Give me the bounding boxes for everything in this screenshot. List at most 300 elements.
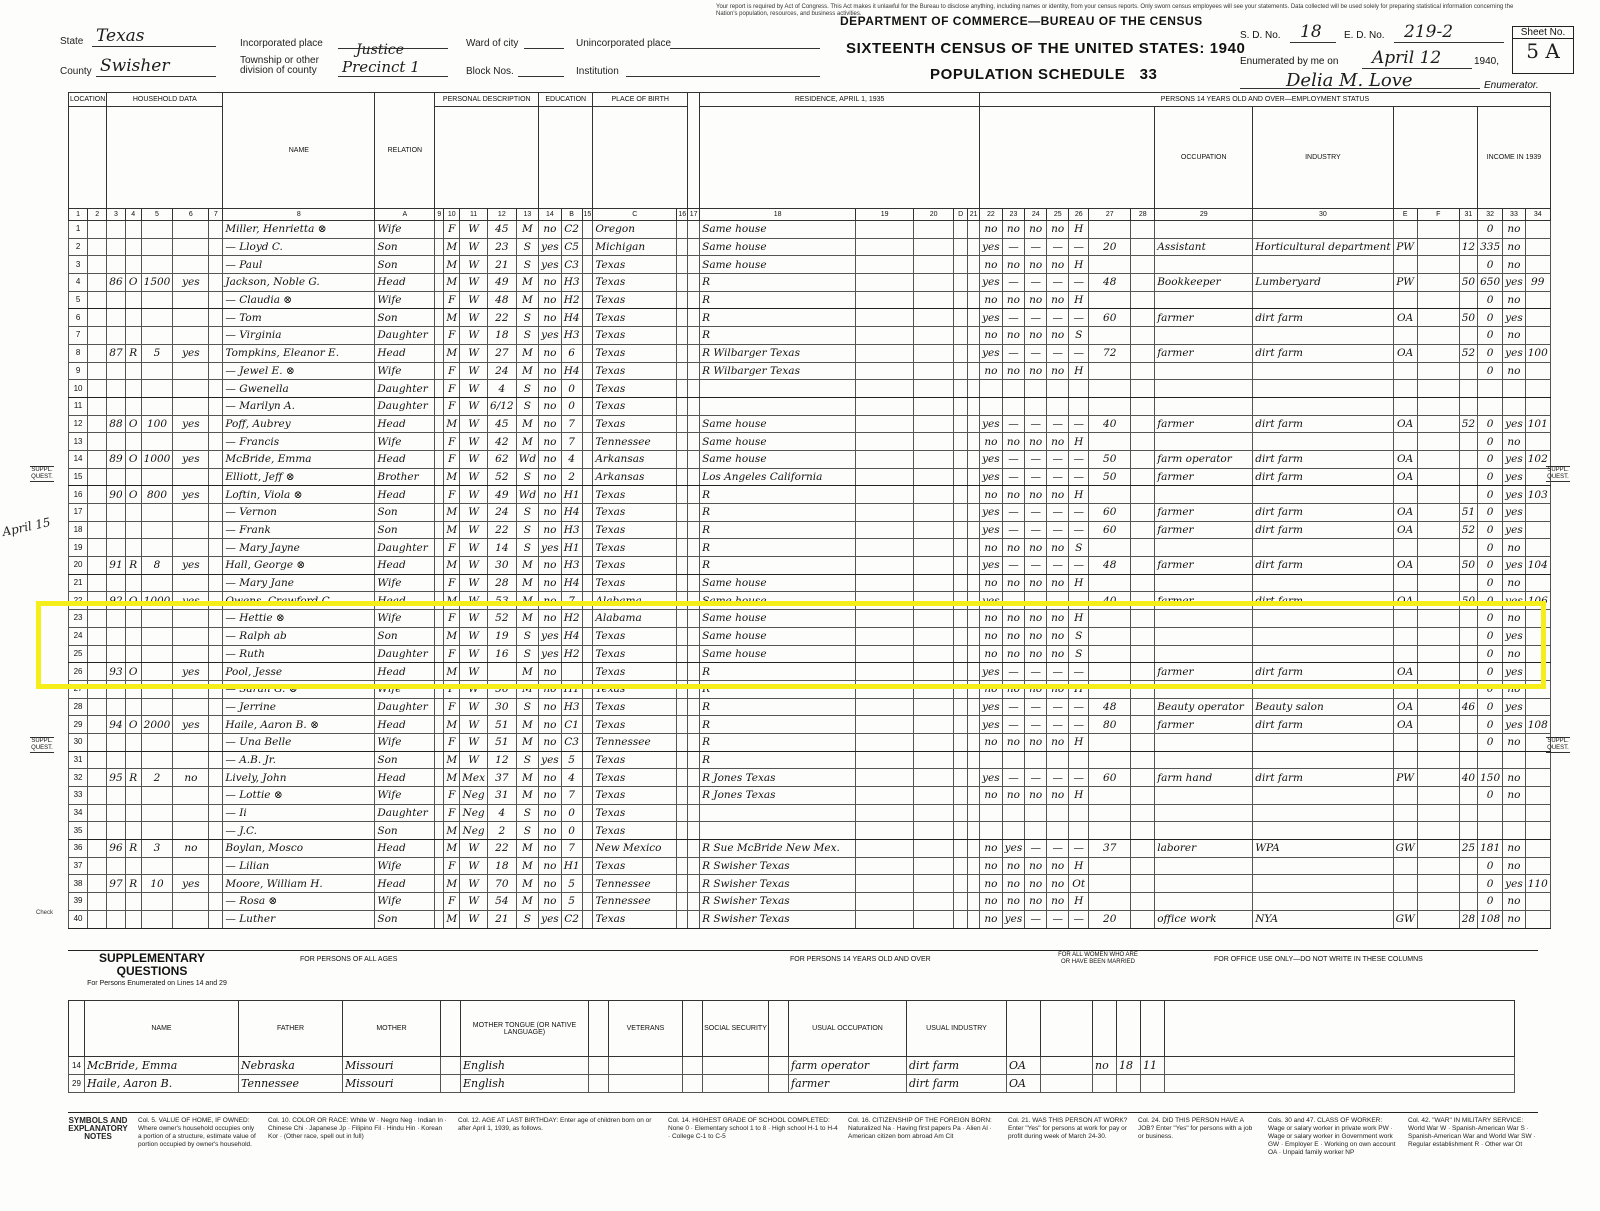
cell-sex: F	[444, 610, 460, 628]
cell-ind: dirt farm	[1253, 663, 1393, 681]
institution-label: Institution	[576, 66, 619, 77]
cell-blank	[677, 698, 688, 716]
cell-birth: New Mexico	[593, 840, 677, 858]
cell-blank	[582, 274, 593, 292]
cell-cls	[1393, 397, 1417, 415]
cell-farmsch: 106	[1525, 592, 1550, 610]
cell-farm	[173, 698, 209, 716]
cell-act: S	[1069, 627, 1089, 645]
cell-blank	[914, 274, 954, 292]
cell-blank	[88, 539, 107, 557]
cell-birth: Texas	[593, 627, 677, 645]
cell-house: 97	[107, 875, 125, 893]
cell-name: — Virginia	[223, 327, 375, 345]
cell-pub: no	[1025, 539, 1047, 557]
cell-occ	[1155, 486, 1253, 504]
cell-farm	[173, 238, 209, 256]
cell-blank	[582, 539, 593, 557]
cell-blank	[954, 450, 968, 468]
cell-school: no	[539, 716, 562, 734]
cell-hours	[1089, 857, 1131, 875]
cell-work: no	[980, 787, 1003, 805]
cell-farmsch	[1525, 521, 1550, 539]
cell-blank	[1131, 716, 1155, 734]
cell-house	[107, 380, 125, 398]
table-row	[69, 344, 1551, 362]
cell-blank	[856, 504, 914, 522]
cell-age: 24	[488, 504, 517, 522]
cell-res: Same house	[700, 610, 856, 628]
cell-blank	[209, 291, 223, 309]
cell-weeks: 50	[1459, 309, 1477, 327]
cell-blank	[1417, 450, 1459, 468]
cell-sex: M	[444, 344, 460, 362]
supp-cell-tongue: English	[461, 1057, 589, 1075]
cell-act: —	[1069, 557, 1089, 575]
cell-other	[1503, 397, 1526, 415]
cell-other: yes	[1503, 344, 1526, 362]
cell-grade: H4	[561, 309, 582, 327]
cell-farm	[173, 309, 209, 327]
cell-blank	[88, 716, 107, 734]
column-number: 10	[444, 209, 460, 221]
cell-house	[107, 468, 125, 486]
cell-blank	[688, 840, 700, 858]
cell-blank	[914, 893, 954, 911]
cell-farm	[173, 893, 209, 911]
cell-ind	[1253, 733, 1393, 751]
cell-seek: no	[1002, 627, 1025, 645]
cell-grade: H3	[561, 557, 582, 575]
cell-wages: 0	[1478, 893, 1503, 911]
cell-blank	[914, 309, 954, 327]
cell-work: yes	[980, 274, 1003, 292]
township-value-1: Justice	[356, 42, 405, 58]
cell-hours: 60	[1089, 504, 1131, 522]
cell-birth: Tennessee	[593, 893, 677, 911]
cell-value	[141, 539, 173, 557]
supp-code-k	[1041, 1001, 1093, 1057]
cell-seek: no	[1002, 645, 1025, 663]
cell-pub: no	[1025, 645, 1047, 663]
cell-act: —	[1069, 274, 1089, 292]
cell-name: Hall, George ⊗	[223, 557, 375, 575]
cell-ind: dirt farm	[1253, 504, 1393, 522]
cell-act: —	[1069, 309, 1089, 327]
cell-relation: Wife	[375, 857, 435, 875]
cell-value	[141, 327, 173, 345]
cell-seek: no	[1002, 486, 1025, 504]
cell-weeks	[1459, 362, 1477, 380]
cell-job: —	[1047, 309, 1069, 327]
cell-school: no	[539, 857, 562, 875]
cell-grade: 0	[561, 822, 582, 840]
supp-cell-mother: Missouri	[343, 1057, 441, 1075]
cell-sex: M	[444, 769, 460, 787]
cell-blank	[968, 521, 980, 539]
cell-birth: Texas	[593, 521, 677, 539]
cell-ind: dirt farm	[1253, 309, 1393, 327]
footer-col14: Col. 14. HIGHEST GRADE OF SCHOOL COMPLETED: None 0 · Elementary school 1 to 8 · High school H-1 to H-4 · College C-1 to C-5	[668, 1117, 838, 1140]
cell-blank	[677, 539, 688, 557]
cell-owned	[125, 309, 141, 327]
cell-race: W	[460, 256, 488, 274]
cell-house	[107, 238, 125, 256]
cell-house	[107, 433, 125, 451]
cell-blank	[1417, 362, 1459, 380]
cell-relation: Son	[375, 627, 435, 645]
cell-blank	[677, 344, 688, 362]
cell-hours	[1089, 221, 1131, 239]
cell-line: 28	[69, 698, 88, 716]
cell-race: W	[460, 221, 488, 239]
cell-blank	[856, 450, 914, 468]
column-number: 33	[1503, 209, 1526, 221]
cell-res	[700, 822, 856, 840]
cell-ind	[1253, 397, 1393, 415]
cell-act: H	[1069, 221, 1089, 239]
cell-job: no	[1047, 627, 1069, 645]
cell-line: 14	[69, 450, 88, 468]
footer-col42: Col. 42. "WAR" IN MILITARY SERVICE: World War W · Spanish-American War S · Spanish-American War and World War SW · Regular establishment R · Other war Ot	[1408, 1117, 1536, 1148]
cell-blank	[88, 221, 107, 239]
cell-blank	[856, 521, 914, 539]
cell-hours: 40	[1089, 415, 1131, 433]
cell-act: H	[1069, 362, 1089, 380]
cell-other: yes	[1503, 698, 1526, 716]
cell-age: 2	[488, 822, 517, 840]
cell-marital: M	[516, 787, 539, 805]
cell-race: W	[460, 910, 488, 928]
cell-relation: Son	[375, 256, 435, 274]
cell-wages: 0	[1478, 733, 1503, 751]
cell-ind	[1253, 256, 1393, 274]
group-employment: PERSONS 14 YEARS OLD AND OVER—EMPLOYMENT STATUS	[980, 93, 1551, 107]
cell-blank	[968, 698, 980, 716]
cell-sex: F	[444, 733, 460, 751]
cell-job: —	[1047, 840, 1069, 858]
cell-grade: 6	[561, 344, 582, 362]
table-row	[69, 574, 1551, 592]
cell-blank	[677, 238, 688, 256]
cell-birth: Oregon	[593, 221, 677, 239]
table-row	[69, 450, 1551, 468]
column-number: 16	[677, 209, 688, 221]
cell-name: Jackson, Noble G.	[223, 274, 375, 292]
cell-relation: Head	[375, 875, 435, 893]
cell-school: no	[539, 380, 562, 398]
cell-pub: —	[1025, 716, 1047, 734]
cell-res: R	[700, 539, 856, 557]
cell-res: R Swisher Texas	[700, 857, 856, 875]
cell-blank	[1131, 238, 1155, 256]
cell-ind	[1253, 380, 1393, 398]
cell-sex: M	[444, 910, 460, 928]
cell-farmsch	[1525, 433, 1550, 451]
cell-work	[980, 380, 1003, 398]
table-row	[69, 733, 1551, 751]
table-row	[69, 769, 1551, 787]
cell-value	[141, 362, 173, 380]
cell-occ	[1155, 433, 1253, 451]
margin-suppl-left-29: SUPPL. QUEST.	[31, 738, 53, 751]
cell-value	[141, 397, 173, 415]
cell-act: —	[1069, 910, 1089, 928]
cell-house	[107, 309, 125, 327]
cell-age: 70	[488, 875, 517, 893]
cell-job: no	[1047, 362, 1069, 380]
cell-seek: —	[1002, 521, 1025, 539]
cell-blank	[582, 415, 593, 433]
cell-blank	[688, 274, 700, 292]
table-row	[69, 415, 1551, 433]
cell-race: W	[460, 397, 488, 415]
cell-farm: yes	[173, 486, 209, 504]
cell-blank	[677, 557, 688, 575]
cell-weeks	[1459, 450, 1477, 468]
cell-weeks	[1459, 893, 1477, 911]
cell-blank	[209, 521, 223, 539]
cell-blank	[688, 574, 700, 592]
cell-race: W	[460, 521, 488, 539]
state-value: Texas	[96, 26, 145, 46]
cell-pub: —	[1025, 468, 1047, 486]
cell-house	[107, 733, 125, 751]
cell-blank	[968, 344, 980, 362]
cell-occ	[1155, 362, 1253, 380]
cell-farmsch	[1525, 362, 1550, 380]
cell-act	[1069, 397, 1089, 415]
cell-sex: M	[444, 663, 460, 681]
cell-weeks: 50	[1459, 557, 1477, 575]
cell-work	[980, 751, 1003, 769]
cell-birth: Texas	[593, 504, 677, 522]
column-number: 30	[1253, 209, 1393, 221]
cell-grade: H3	[561, 327, 582, 345]
cell-owned	[125, 238, 141, 256]
cell-wages: 0	[1478, 291, 1503, 309]
cell-farm: yes	[173, 663, 209, 681]
cell-blank	[677, 857, 688, 875]
cell-farm: yes	[173, 450, 209, 468]
cell-blank	[582, 291, 593, 309]
cell-house	[107, 504, 125, 522]
table-row	[69, 504, 1551, 522]
cell-pub: —	[1025, 309, 1047, 327]
cell-house	[107, 822, 125, 840]
cell-job	[1047, 804, 1069, 822]
cell-farmsch: 108	[1525, 716, 1550, 734]
cell-birth: Texas	[593, 769, 677, 787]
cell-blank	[688, 504, 700, 522]
cell-blank	[677, 433, 688, 451]
table-row	[69, 309, 1551, 327]
supp-cell-name: Haile, Aaron B.	[85, 1075, 239, 1093]
cell-farm	[173, 574, 209, 592]
cell-act: S	[1069, 645, 1089, 663]
cell-birth: Alabama	[593, 610, 677, 628]
cell-value	[141, 751, 173, 769]
cell-blank	[968, 450, 980, 468]
cell-occ	[1155, 787, 1253, 805]
supp-cell-blank	[769, 1075, 789, 1093]
cell-wages: 0	[1478, 645, 1503, 663]
cell-blank	[914, 521, 954, 539]
cell-marital: M	[516, 574, 539, 592]
cell-ind: WPA	[1253, 840, 1393, 858]
cell-seek: —	[1002, 663, 1025, 681]
cell-blank	[968, 910, 980, 928]
table-row	[69, 822, 1551, 840]
cell-blank	[968, 787, 980, 805]
cell-grade: C1	[561, 716, 582, 734]
cell-blank	[856, 327, 914, 345]
cell-ind	[1253, 893, 1393, 911]
cell-ind	[1253, 433, 1393, 451]
county-value: Swisher	[100, 56, 170, 76]
cell-blank	[1131, 221, 1155, 239]
sd-underline	[1290, 42, 1336, 43]
cell-blank	[856, 309, 914, 327]
cell-house: 90	[107, 486, 125, 504]
cell-other: no	[1503, 433, 1526, 451]
cell-house	[107, 291, 125, 309]
cell-blank	[677, 804, 688, 822]
cell-house	[107, 397, 125, 415]
cell-wages: 181	[1478, 840, 1503, 858]
cell-marital: M	[516, 557, 539, 575]
cell-farmsch	[1525, 751, 1550, 769]
cell-ind	[1253, 574, 1393, 592]
cell-birth: Texas	[593, 362, 677, 380]
cell-value	[141, 733, 173, 751]
column-number: 7	[209, 209, 223, 221]
cell-weeks: 25	[1459, 840, 1477, 858]
cell-job: no	[1047, 574, 1069, 592]
cell-blank	[688, 733, 700, 751]
cell-hours: 60	[1089, 521, 1131, 539]
cell-job: no	[1047, 875, 1069, 893]
cell-house	[107, 751, 125, 769]
cell-wages: 0	[1478, 415, 1503, 433]
cell-race: Neg	[460, 822, 488, 840]
cell-sex: F	[444, 221, 460, 239]
supp-code-i	[683, 1001, 703, 1057]
cell-owned	[125, 256, 141, 274]
cell-hours: 48	[1089, 698, 1131, 716]
supp-cell-married	[1093, 1075, 1117, 1093]
cell-age: 6/12	[488, 397, 517, 415]
cell-blank	[968, 857, 980, 875]
cell-blank	[209, 238, 223, 256]
cell-blank	[88, 486, 107, 504]
cell-blank	[968, 751, 980, 769]
cell-blank	[209, 468, 223, 486]
cell-wages: 0	[1478, 468, 1503, 486]
cell-blank	[88, 468, 107, 486]
cell-work: yes	[980, 592, 1003, 610]
cell-age: 54	[488, 893, 517, 911]
cell-blank	[88, 380, 107, 398]
cell-school: no	[539, 221, 562, 239]
cell-hours: 48	[1089, 274, 1131, 292]
table-row	[69, 893, 1551, 911]
cell-blank	[582, 698, 593, 716]
footer-col10: Col. 10. COLOR OR RACE: White W · Negro Neg · Indian In · Chinese Chi · Japanese Jp · Filipino Fil · Hindu Hin · Korean Kor · (Other race, spell out in full)	[268, 1117, 447, 1140]
cell-work: no	[980, 486, 1003, 504]
cell-res: R Swisher Texas	[700, 893, 856, 911]
cell-work: no	[980, 680, 1003, 698]
cell-name: — Lloyd C.	[223, 238, 375, 256]
cell-sex: F	[444, 539, 460, 557]
cell-cls	[1393, 822, 1417, 840]
cell-line: 29	[69, 716, 88, 734]
cell-blank	[582, 804, 593, 822]
cell-race: W	[460, 344, 488, 362]
cell-job: no	[1047, 610, 1069, 628]
cell-marital: M	[516, 663, 539, 681]
cell-blank	[914, 486, 954, 504]
township-label: Township or other division of county	[240, 55, 319, 76]
cell-pub	[1025, 822, 1047, 840]
cell-ind	[1253, 875, 1393, 893]
cell-wages	[1478, 380, 1503, 398]
cell-blank	[1417, 893, 1459, 911]
cell-house	[107, 362, 125, 380]
cell-ind	[1253, 857, 1393, 875]
cell-weeks	[1459, 875, 1477, 893]
cell-race: W	[460, 698, 488, 716]
cell-blank	[1131, 539, 1155, 557]
cell-sex: F	[444, 680, 460, 698]
cell-blank	[209, 751, 223, 769]
cell-value: 1500	[141, 274, 173, 292]
cell-farmsch	[1525, 698, 1550, 716]
cell-other: no	[1503, 857, 1526, 875]
cell-house: 91	[107, 557, 125, 575]
cell-house: 86	[107, 274, 125, 292]
supp-cell-blank	[683, 1057, 703, 1075]
cell-value	[141, 893, 173, 911]
cell-farm	[173, 433, 209, 451]
cell-blank	[914, 840, 954, 858]
cell-blank	[677, 875, 688, 893]
cell-school: no	[539, 450, 562, 468]
cell-owned	[125, 397, 141, 415]
cell-sex: M	[444, 309, 460, 327]
cell-hours	[1089, 733, 1131, 751]
office-use-header: FOR OFFICE USE ONLY—DO NOT WRITE IN THESE COLUMNS	[1214, 956, 1423, 963]
cell-blank	[88, 238, 107, 256]
cell-blank	[677, 751, 688, 769]
cell-blank	[88, 291, 107, 309]
cell-marital: M	[516, 291, 539, 309]
cell-work: no	[980, 362, 1003, 380]
column-number: C	[593, 209, 677, 221]
cell-farm	[173, 380, 209, 398]
cell-blank	[1131, 875, 1155, 893]
table-row	[69, 380, 1551, 398]
cell-wages: 0	[1478, 663, 1503, 681]
cell-weeks	[1459, 256, 1477, 274]
cell-blank	[209, 840, 223, 858]
cell-work: no	[980, 910, 1003, 928]
cell-grade: 7	[561, 415, 582, 433]
cell-blank	[582, 238, 593, 256]
supp-cell-blank	[1165, 1057, 1515, 1075]
cell-pub: —	[1025, 557, 1047, 575]
cell-blank	[856, 486, 914, 504]
